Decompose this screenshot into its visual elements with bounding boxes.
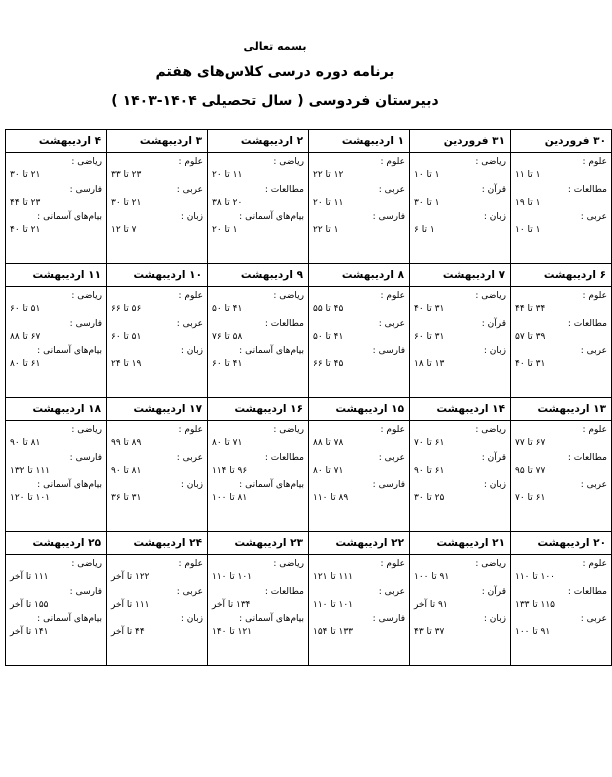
subject-entry [6, 315, 106, 343]
page-range: ۱۰۰ تا ۱۱۰ [515, 572, 555, 582]
day-date-cell: ۲۲ اردیبهشت [309, 532, 410, 555]
subject-entry [309, 555, 409, 583]
subject-entry [208, 583, 308, 611]
page-range: ۲۱ تا ۴۰ [10, 225, 41, 235]
subject-entry [511, 208, 611, 236]
subject-name: فارسی : [372, 614, 405, 624]
subject-entry [410, 208, 510, 236]
page-range: ۹۶ تا ۱۱۴ [212, 465, 248, 476]
page-range: ۲۱ تا ۳۰ [10, 170, 41, 180]
page-range: ۱۰۱ تا ۱۲۰ [10, 493, 50, 503]
page-range: ۹۱ تا ۱۰۰ [515, 627, 551, 637]
page-range: ۱۲۲ تا آخر [111, 572, 150, 582]
subject-name: فارسی : [69, 318, 102, 329]
subject-entry [107, 342, 207, 370]
page-range: ۲۱ تا ۳۰ [111, 197, 142, 208]
page-range: ۷۱ تا ۸۰ [313, 465, 344, 476]
day-subjects-cell [107, 287, 208, 398]
subject-name: عربی : [378, 586, 405, 597]
subject-entry [208, 555, 308, 583]
subject-name: علوم : [380, 291, 405, 301]
subject-name: عربی : [176, 586, 203, 597]
subject-name: مطالعات : [567, 452, 607, 463]
subject-entry [107, 153, 207, 181]
day-date-cell: ۲۳ اردیبهشت [208, 532, 309, 555]
page-range: ۱۳ تا ۱۸ [414, 359, 445, 369]
day-subjects-cell [309, 153, 410, 264]
subject-name: ریاضی : [71, 157, 102, 167]
page-range: ۱ تا ۳۰ [414, 197, 440, 208]
page-range: ۱ تا ۱۹ [515, 197, 541, 208]
subject-name: عربی : [580, 346, 607, 356]
subject-name: بیام‌های آسمانی : [239, 212, 304, 222]
day-subjects-cell [511, 287, 612, 398]
page-range: ۸۹ تا ۱۱۰ [313, 493, 349, 503]
subject-entry [208, 421, 308, 449]
subject-entry [410, 287, 510, 315]
page-range: ۵۱ تا ۶۰ [111, 331, 142, 342]
subject-name: عربی : [378, 184, 405, 195]
day-subjects-cell [511, 421, 612, 532]
page-range: ۶۱ تا ۷۰ [515, 493, 546, 503]
subject-entry [309, 208, 409, 236]
subject-entry [410, 610, 510, 638]
subject-entry [6, 421, 106, 449]
subject-entry [208, 153, 308, 181]
subject-name: عربی : [176, 318, 203, 329]
page-range: ۳۱ تا ۶۰ [414, 331, 445, 342]
page-range: ۷۱ تا ۸۰ [212, 438, 243, 448]
page-range: ۵۶ تا ۶۶ [111, 304, 142, 314]
subject-entry [107, 208, 207, 236]
subject-name: زبان : [180, 614, 203, 624]
subject-name: علوم : [582, 559, 607, 569]
subject-entry [6, 555, 106, 583]
page-range: ۱۱۱ تا ۱۲۱ [313, 572, 353, 582]
page-range: ۱ تا ۲۰ [212, 225, 238, 235]
subject-name: ریاضی : [475, 291, 506, 301]
subject-name: قرآن : [481, 184, 506, 195]
subject-name: فارسی : [372, 212, 405, 222]
page-range: ۱ تا ۱۰ [515, 225, 541, 235]
day-date-cell: ۴ اردیبهشت [6, 130, 107, 153]
subject-entry [107, 610, 207, 638]
subject-name: فارسی : [372, 346, 405, 356]
subjects-row [6, 555, 612, 666]
subject-name: بیام‌های آسمانی : [37, 346, 102, 356]
subject-entry [410, 449, 510, 477]
subject-name: علوم : [380, 425, 405, 435]
subject-entry [511, 342, 611, 370]
page-range: ۳۷ تا ۴۳ [414, 627, 445, 637]
page-range: ۱۱ تا ۲۰ [212, 170, 243, 180]
page-range: ۱۳۴ تا آخر [212, 599, 251, 610]
page-range: ۱۱۱ تا آخر [10, 572, 49, 582]
date-header-row [6, 130, 612, 153]
page-range: ۱۱۱ تا آخر [111, 599, 150, 610]
subject-name: زبان : [483, 212, 506, 222]
subject-name: ریاضی : [71, 425, 102, 435]
subject-name: بیام‌های آسمانی : [37, 614, 102, 624]
date-header-row [6, 398, 612, 421]
page-range: ۸۹ تا ۹۹ [111, 438, 142, 448]
subject-name: فارسی : [69, 586, 102, 597]
subjects-row [6, 153, 612, 264]
subjects-row [6, 421, 612, 532]
subject-name: بیام‌های آسمانی : [239, 346, 304, 356]
subject-name: قرآن : [481, 318, 506, 329]
subject-name: عربی : [580, 614, 607, 624]
page-range: ۹۱ تا ۱۰۰ [414, 572, 450, 582]
subject-name: زبان : [483, 346, 506, 356]
day-date-cell: ۷ اردیبهشت [410, 264, 511, 287]
day-subjects-cell [208, 287, 309, 398]
subject-name: مطالعات : [567, 318, 607, 329]
page-range: ۱ تا ۲۲ [313, 225, 339, 235]
day-subjects-cell [511, 153, 612, 264]
subject-name: علوم : [582, 157, 607, 167]
subject-name: ریاضی : [475, 559, 506, 569]
page-range: ۴۱ تا ۶۰ [212, 359, 243, 369]
day-subjects-cell [6, 153, 107, 264]
subject-name: علوم : [178, 425, 203, 435]
subject-entry [410, 476, 510, 504]
page-range: ۴۴ تا آخر [111, 627, 145, 637]
subject-name: عربی : [176, 184, 203, 195]
subject-entry [309, 476, 409, 504]
subject-name: عربی : [580, 480, 607, 490]
subject-name: عربی : [176, 452, 203, 463]
day-subjects-cell [208, 555, 309, 666]
subject-name: بیام‌های آسمانی : [239, 480, 304, 490]
subject-name: عربی : [378, 318, 405, 329]
day-date-cell: ۳ اردیبهشت [107, 130, 208, 153]
page-range: ۱۱۱ تا ۱۳۲ [10, 465, 50, 476]
subject-entry [511, 287, 611, 315]
date-header-row [6, 264, 612, 287]
doc-heading-bismillah: بسمه تعالی [243, 40, 307, 53]
page-range: ۷۷ تا ۹۵ [515, 465, 546, 476]
subject-entry [208, 610, 308, 638]
day-date-cell: ۲ اردیبهشت [208, 130, 309, 153]
subject-entry [511, 610, 611, 638]
subject-entry [309, 315, 409, 343]
page-range: ۲۳ تا ۳۳ [111, 170, 142, 180]
page-range: ۱ تا ۱۱ [515, 170, 541, 180]
subject-entry [107, 315, 207, 343]
subject-name: علوم : [582, 425, 607, 435]
day-date-cell: ۳۰ فروردین [511, 130, 612, 153]
subject-entry [410, 555, 510, 583]
subject-entry [410, 315, 510, 343]
subject-name: ریاضی : [71, 291, 102, 301]
subject-entry [309, 583, 409, 611]
subject-name: فارسی : [69, 184, 102, 195]
page-range: ۶۱ تا ۷۰ [414, 438, 445, 448]
page-range: ۳۱ تا ۴۰ [414, 304, 445, 314]
subject-entry [107, 181, 207, 209]
page-range: ۸۱ تا ۹۰ [10, 438, 41, 448]
subject-name: ریاضی : [273, 559, 304, 569]
subject-name: علوم : [380, 559, 405, 569]
day-date-cell: ۲۱ اردیبهشت [410, 532, 511, 555]
subject-entry [511, 555, 611, 583]
subject-name: بیام‌های آسمانی : [37, 212, 102, 222]
subject-name: زبان : [483, 480, 506, 490]
subject-entry [410, 153, 510, 181]
page-range: ۸۱ تا ۱۰۰ [212, 493, 248, 503]
subject-entry [511, 476, 611, 504]
page-range: ۵۱ تا ۶۰ [10, 304, 41, 314]
day-subjects-cell [511, 555, 612, 666]
subject-name: علوم : [178, 559, 203, 569]
doc-subtitle: دبیرستان فردوسی ( سال تحصیلی ۱۴۰۴-۱۴۰۳ ) [111, 93, 439, 109]
subject-entry [6, 208, 106, 236]
day-subjects-cell [410, 421, 511, 532]
subject-entry [6, 583, 106, 611]
page-range: ۴۵ تا ۵۵ [313, 304, 344, 314]
subject-name: مطالعات : [264, 184, 304, 195]
page-range: ۴۵ تا ۶۶ [313, 359, 344, 369]
day-subjects-cell [208, 421, 309, 532]
page-range: ۱۱ تا ۲۰ [313, 197, 344, 208]
subject-entry [208, 287, 308, 315]
subject-entry [410, 342, 510, 370]
page-range: ۱۵۵ تا آخر [10, 599, 49, 610]
subject-name: زبان : [180, 480, 203, 490]
subject-entry [309, 610, 409, 638]
subject-name: عربی : [580, 212, 607, 222]
subject-name: مطالعات : [264, 452, 304, 463]
exam-schedule-table [5, 129, 612, 666]
day-date-cell: ۱۵ اردیبهشت [309, 398, 410, 421]
day-subjects-cell [309, 555, 410, 666]
day-date-cell: ۱۱ اردیبهشت [6, 264, 107, 287]
subject-name: زبان : [180, 212, 203, 222]
day-subjects-cell [309, 421, 410, 532]
day-subjects-cell [410, 287, 511, 398]
subject-entry [6, 287, 106, 315]
page-range: ۱ تا ۱۰ [414, 170, 440, 180]
subject-entry [410, 421, 510, 449]
subject-entry [6, 476, 106, 504]
subject-name: علوم : [178, 157, 203, 167]
page-range: ۶۱ تا ۸۰ [10, 359, 41, 369]
subject-entry [6, 449, 106, 477]
day-subjects-cell [410, 153, 511, 264]
subject-entry [107, 555, 207, 583]
subject-entry [309, 449, 409, 477]
page-range: ۷۸ تا ۸۸ [313, 438, 344, 448]
page-range: ۱ تا ۶ [414, 225, 435, 235]
page-range: ۶۷ تا ۸۸ [10, 331, 41, 342]
page-range: ۱۹ تا ۲۴ [111, 359, 142, 369]
subject-entry [511, 421, 611, 449]
subject-name: قرآن : [481, 452, 506, 463]
day-date-cell: ۶ اردیبهشت [511, 264, 612, 287]
page-range: ۳۴ تا ۴۴ [515, 304, 546, 314]
day-subjects-cell [107, 153, 208, 264]
subject-name: مطالعات : [567, 586, 607, 597]
subject-entry [6, 610, 106, 638]
subject-name: ریاضی : [273, 425, 304, 435]
subject-name: علوم : [582, 291, 607, 301]
page-range: ۲۰ تا ۳۸ [212, 197, 243, 208]
subject-name: مطالعات : [567, 184, 607, 195]
subject-entry [208, 342, 308, 370]
page-range: ۶۷ تا ۷۷ [515, 438, 546, 448]
subject-entry [511, 315, 611, 343]
day-subjects-cell [107, 421, 208, 532]
day-date-cell: ۱۸ اردیبهشت [6, 398, 107, 421]
subject-name: بیام‌های آسمانی : [37, 480, 102, 490]
page-range: ۲۵ تا ۳۰ [414, 493, 445, 503]
subject-entry [511, 449, 611, 477]
subject-entry [208, 181, 308, 209]
day-date-cell: ۱۰ اردیبهشت [107, 264, 208, 287]
subject-entry [107, 449, 207, 477]
page-range: ۳۹ تا ۵۷ [515, 331, 546, 342]
day-subjects-cell [6, 287, 107, 398]
subject-entry [107, 476, 207, 504]
day-subjects-cell [107, 555, 208, 666]
subject-entry [309, 421, 409, 449]
page-range: ۱۳۳ تا ۱۵۴ [313, 627, 353, 637]
subject-entry [511, 153, 611, 181]
subject-name: بیام‌های آسمانی : [239, 614, 304, 624]
subject-name: علوم : [178, 291, 203, 301]
doc-title: برنامه دوره درسی کلاس‌های هفتم [155, 64, 395, 80]
day-subjects-cell [208, 153, 309, 264]
date-header-row [6, 532, 612, 555]
subject-entry [208, 449, 308, 477]
page-range: ۱۰۱ تا ۱۱۰ [313, 599, 353, 610]
page-range: ۱۲۱ تا ۱۴۰ [212, 627, 252, 637]
subject-name: عربی : [378, 452, 405, 463]
day-date-cell: ۱۶ اردیبهشت [208, 398, 309, 421]
subject-entry [107, 583, 207, 611]
subject-entry [6, 342, 106, 370]
day-date-cell: ۲۵ اردیبهشت [6, 532, 107, 555]
subject-entry [6, 153, 106, 181]
page-range: ۱۰۱ تا ۱۱۰ [212, 572, 252, 582]
page-range: ۵۸ تا ۷۶ [212, 331, 243, 342]
subject-name: علوم : [380, 157, 405, 167]
page-range: ۹۱ تا آخر [414, 599, 448, 610]
subject-name: ریاضی : [273, 157, 304, 167]
subject-name: ریاضی : [71, 559, 102, 569]
page-range: ۳۱ تا ۴۰ [515, 359, 546, 369]
subject-entry [107, 421, 207, 449]
day-date-cell: ۹ اردیبهشت [208, 264, 309, 287]
day-date-cell: ۸ اردیبهشت [309, 264, 410, 287]
page-range: ۸۱ تا ۹۰ [111, 465, 142, 476]
subject-name: قرآن : [481, 586, 506, 597]
page-range: ۳۱ تا ۳۶ [111, 493, 142, 503]
subject-entry [208, 208, 308, 236]
subject-entry [208, 476, 308, 504]
subject-name: ریاضی : [475, 157, 506, 167]
day-subjects-cell [6, 421, 107, 532]
subject-entry [309, 181, 409, 209]
subject-name: زبان : [483, 614, 506, 624]
page-range: ۲۳ تا ۴۴ [10, 197, 41, 208]
subject-entry [309, 153, 409, 181]
subject-name: ریاضی : [475, 425, 506, 435]
page-range: ۷ تا ۱۲ [111, 225, 137, 235]
subject-entry [410, 583, 510, 611]
page-range: ۶۱ تا ۹۰ [414, 465, 445, 476]
subject-entry [309, 287, 409, 315]
subject-name: فارسی : [69, 452, 102, 463]
subject-entry [511, 181, 611, 209]
day-date-cell: ۱۴ اردیبهشت [410, 398, 511, 421]
subject-name: ریاضی : [273, 291, 304, 301]
day-date-cell: ۳۱ فروردین [410, 130, 511, 153]
subject-entry [410, 181, 510, 209]
subject-name: فارسی : [372, 480, 405, 490]
day-date-cell: ۱۷ اردیبهشت [107, 398, 208, 421]
subject-entry [6, 181, 106, 209]
day-date-cell: ۱۳ اردیبهشت [511, 398, 612, 421]
subject-entry [107, 287, 207, 315]
subject-name: مطالعات : [264, 318, 304, 329]
subject-entry [511, 583, 611, 611]
day-date-cell: ۲۰ اردیبهشت [511, 532, 612, 555]
page-range: ۱۲ تا ۲۲ [313, 170, 344, 180]
page-range: ۱۱۵ تا ۱۳۳ [515, 599, 555, 610]
page-range: ۱۴۱ تا آخر [10, 627, 49, 637]
subject-name: مطالعات : [264, 586, 304, 597]
day-subjects-cell [309, 287, 410, 398]
subject-entry [309, 342, 409, 370]
page-range: ۴۱ تا ۵۰ [313, 331, 344, 342]
day-subjects-cell [6, 555, 107, 666]
subject-entry [208, 315, 308, 343]
day-date-cell: ۱ اردیبهشت [309, 130, 410, 153]
day-subjects-cell [410, 555, 511, 666]
subjects-row [6, 287, 612, 398]
page-range: ۴۱ تا ۵۰ [212, 304, 243, 314]
day-date-cell: ۲۴ اردیبهشت [107, 532, 208, 555]
subject-name: زبان : [180, 346, 203, 356]
